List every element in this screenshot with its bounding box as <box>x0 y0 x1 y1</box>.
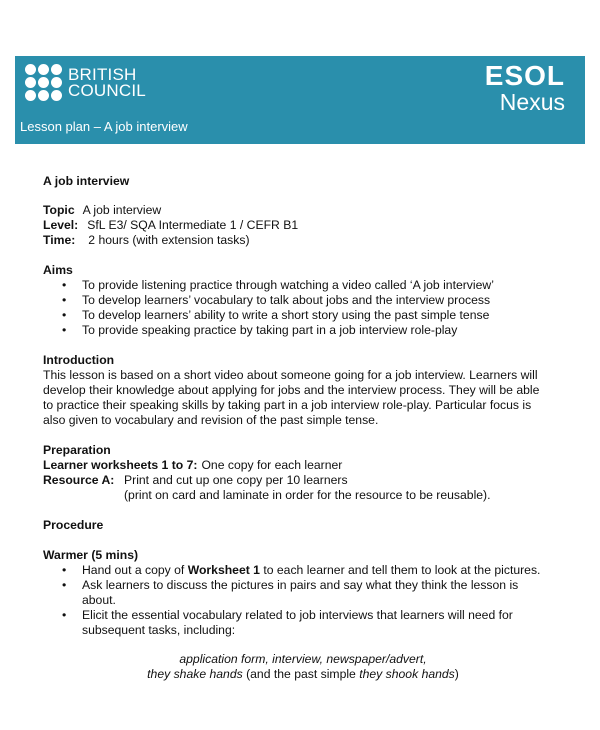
procedure-heading: Procedure <box>43 518 104 532</box>
list-item: • To provide speaking practice by taking part in a job interview role-play <box>43 323 563 338</box>
list-item: • To develop learners’ ability to write a short story using the past simple tense <box>43 308 563 323</box>
aims-list <box>43 278 563 338</box>
nexus-text: Nexus <box>499 89 565 115</box>
list-item: • Ask learners to discuss the pictures in pairs and say what they think the lesson is about. <box>43 578 563 608</box>
level-row <box>43 218 563 233</box>
time-label: Time: <box>43 233 76 247</box>
vocab-line-1: application form, interview, newspaper/advert, <box>179 652 427 666</box>
level-label: Level: <box>43 218 79 232</box>
list-item: • To develop learners’ vocabulary to talk about jobs and the interview process <box>43 293 563 308</box>
vocab-line-2: they shake hands (and the past simple they shook hands) <box>147 667 459 681</box>
prep-worksheets-row <box>43 458 563 473</box>
warmer-list <box>43 563 563 638</box>
introduction-heading: Introduction <box>43 353 115 367</box>
prep-resource-value: Print and cut up one copy per 10 learners <box>124 473 348 487</box>
list-item: • To provide listening practice through watching a video called ‘A job interview’ <box>43 278 563 293</box>
prep-worksheets-label: Learner worksheets 1 to 7: <box>43 458 198 472</box>
worksheet-1-text: Worksheet 1 <box>187 563 260 577</box>
esol-text: ESOL <box>484 60 565 91</box>
list-item: • Hand out a copy of Worksheet 1 to each learner and tell them to look at the pictures. <box>43 563 563 578</box>
esol-nexus-logo <box>485 62 565 114</box>
topic-value: A job interview <box>82 203 162 217</box>
intro-line: This lesson is based on a short video about someone going for a job interview. Learners will <box>43 368 538 382</box>
topic-label: Topic <box>43 203 75 217</box>
doc-title: A job interview <box>43 174 130 188</box>
brand-line2: COUNCIL <box>68 80 146 100</box>
aims-heading: Aims <box>43 263 73 277</box>
time-value: 2 hours (with extension tasks) <box>88 233 250 247</box>
prep-resource-row <box>43 473 563 488</box>
prep-resource-note: (print on card and laminate in order for the resource to be reusable). <box>124 488 491 502</box>
intro-line: develop their knowledge about applying for jobs and the interview process. They will be able <box>43 383 540 397</box>
intro-line: to practice their speaking skills by taking part in a job interview role-play. Particular focus is <box>43 398 532 412</box>
british-council-logo <box>25 64 146 101</box>
header-banner <box>15 56 585 144</box>
time-row <box>43 233 563 248</box>
brand-line1: BRITISH <box>68 64 137 84</box>
prep-resource-label: Resource A: <box>43 473 115 487</box>
document-body <box>43 174 563 682</box>
level-value: SfL E3/ SQA Intermediate 1 / CEFR B1 <box>87 218 299 232</box>
intro-line: also given to vocabulary and revision of the past simple tense. <box>43 413 379 427</box>
topic-row <box>43 203 563 218</box>
warmer-heading: Warmer (5 mins) <box>43 548 139 562</box>
british-council-dots-icon <box>25 64 62 101</box>
preparation-heading: Preparation <box>43 443 111 457</box>
lesson-plan-subtitle: Lesson plan – A job interview <box>20 119 188 134</box>
prep-worksheets-value: One copy for each learner <box>201 458 343 472</box>
list-item: • Elicit the essential vocabulary related to job interviews that learners will need for subsequent tasks, including: <box>43 608 563 638</box>
